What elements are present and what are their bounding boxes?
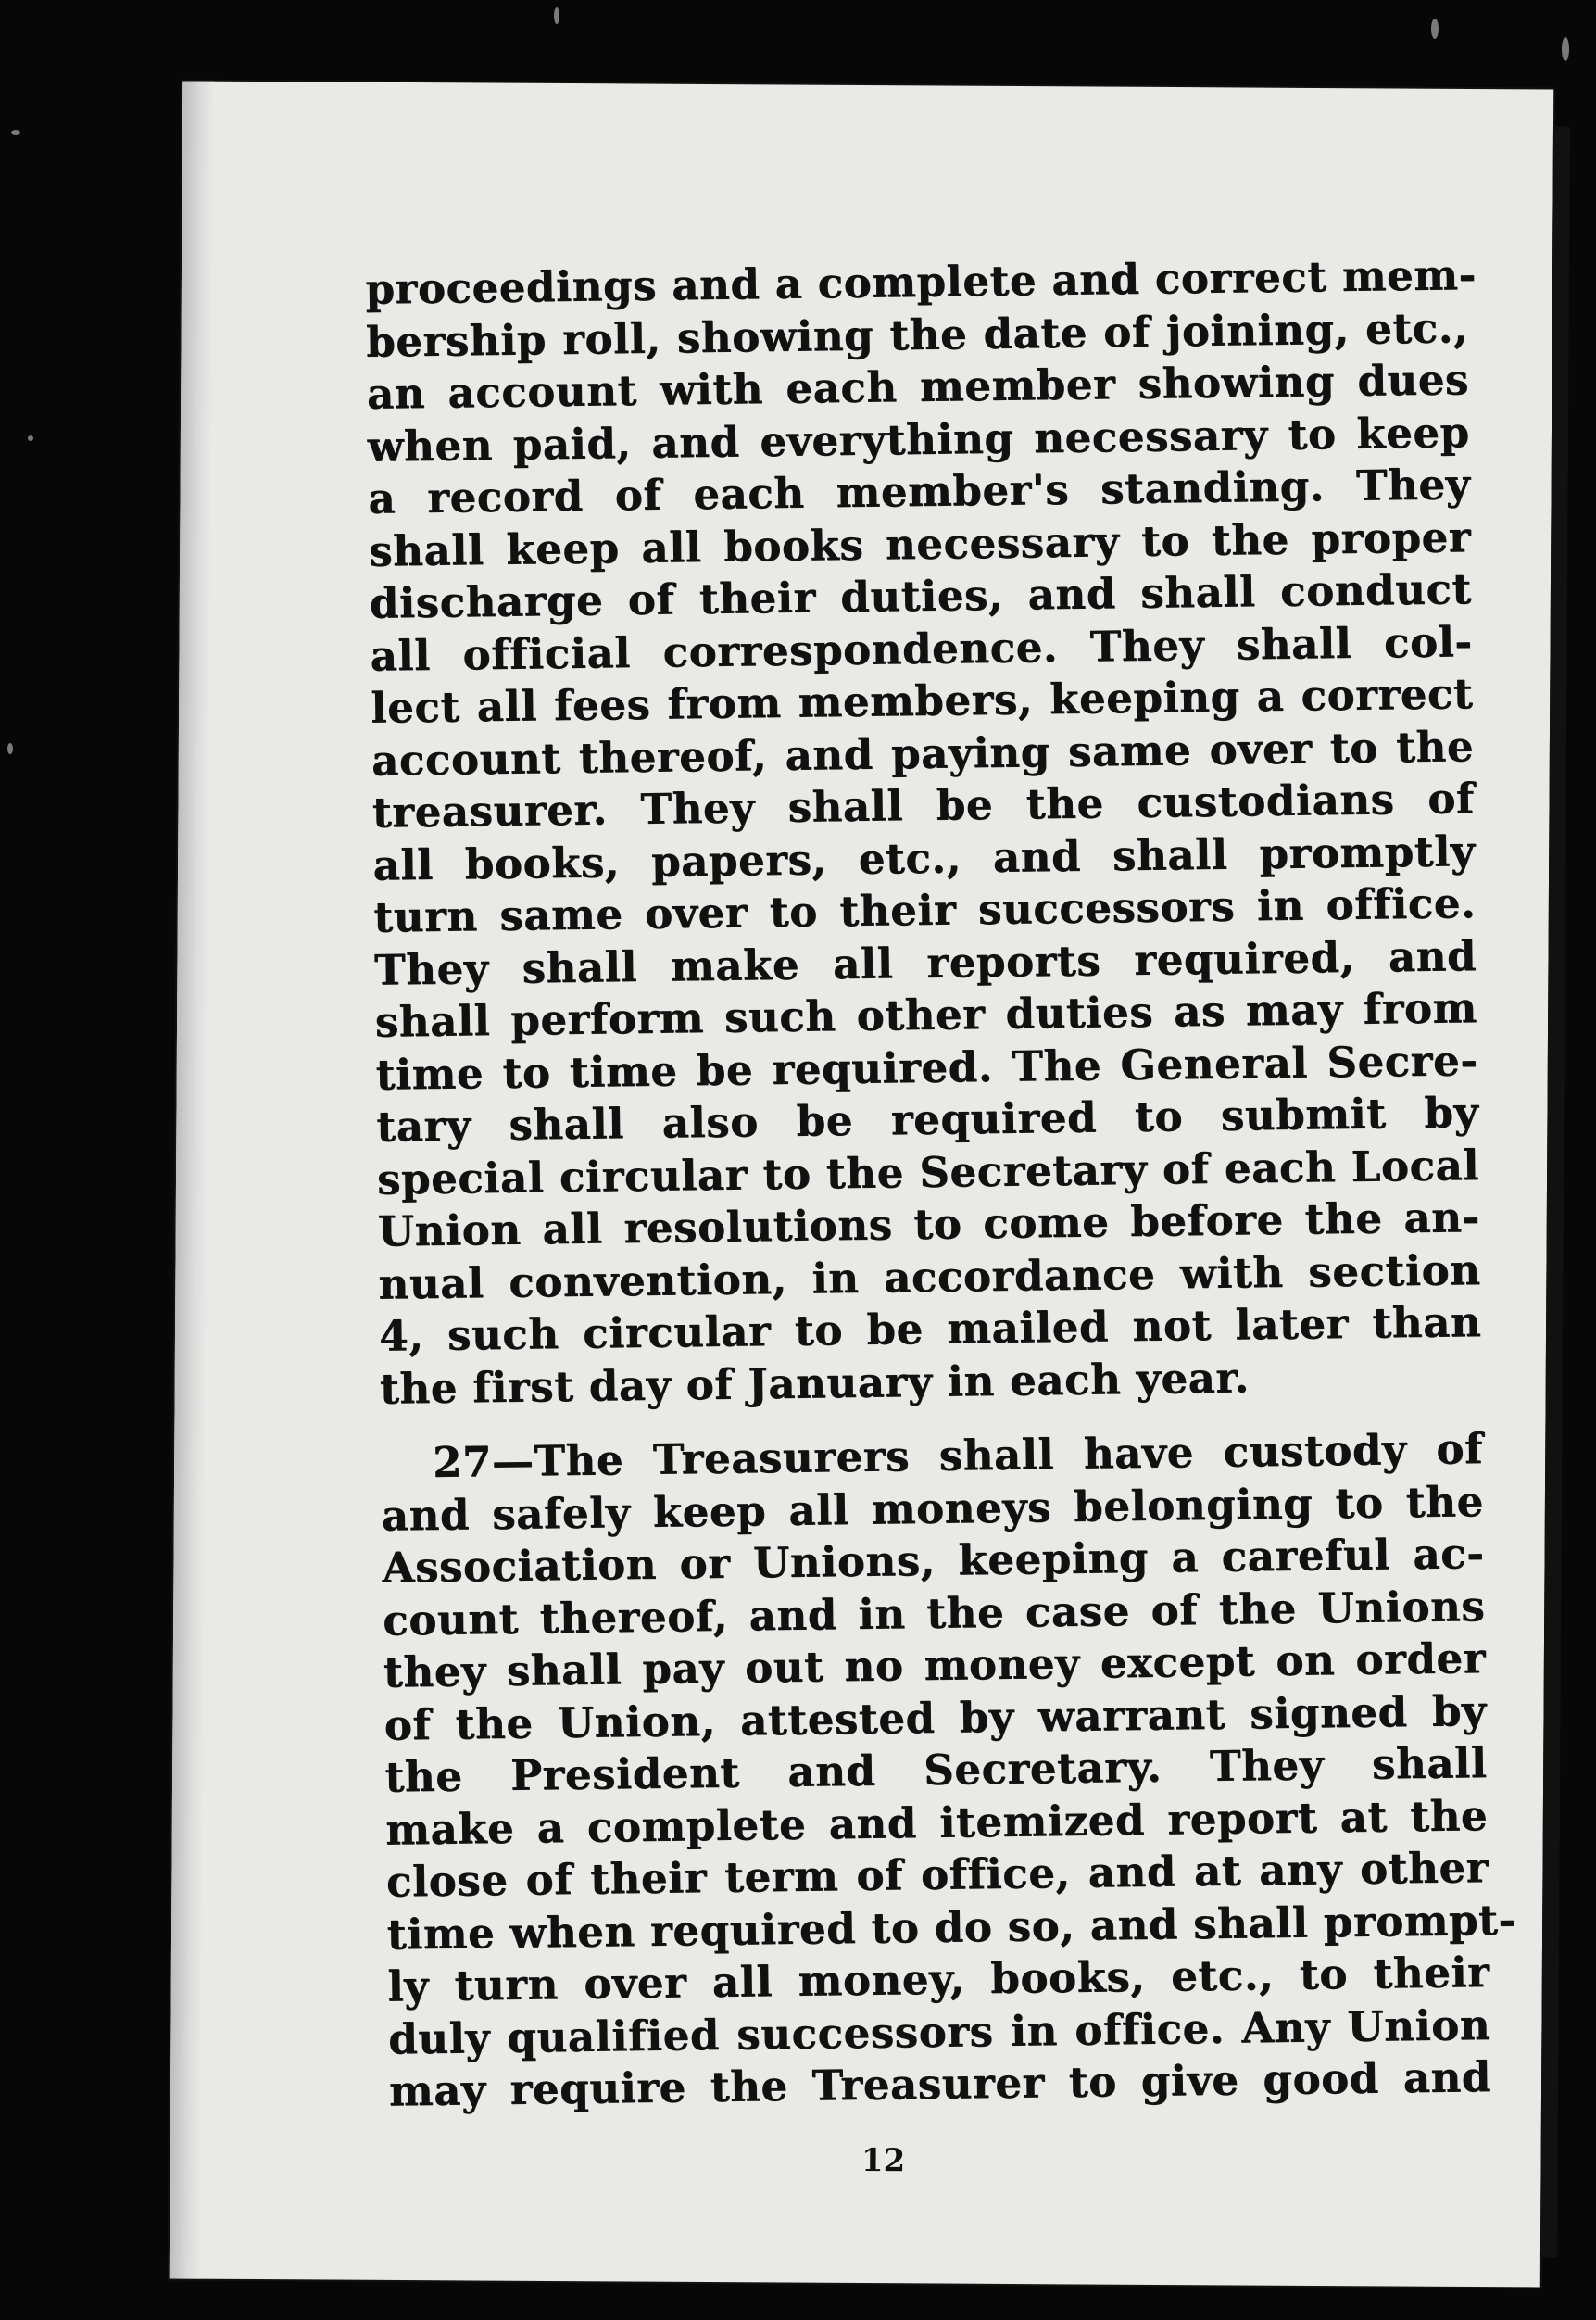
text-line: may require the Treasurer to give good and xyxy=(388,2051,1492,2116)
text-line: turn same over to their successors in office. xyxy=(372,878,1477,942)
text-line: they shall pay out no money except on order xyxy=(383,1633,1487,1697)
text-line: shall perform such other duties as may from xyxy=(374,983,1478,1047)
dust-speck xyxy=(11,130,20,135)
text-line: time to time be required. The General Secre- xyxy=(375,1035,1478,1100)
dust-speck xyxy=(1431,19,1439,39)
text-line: lect all fees from members, keeping a correct xyxy=(370,669,1474,733)
text-line: all official correspondence. They shall col- xyxy=(370,616,1473,681)
body-text xyxy=(365,249,1516,2118)
text-line: and safely keep all moneys belonging to the xyxy=(381,1476,1484,1541)
paragraph-1 xyxy=(365,249,1482,1415)
text-line: shall keep all books necessary to the proper xyxy=(368,511,1472,576)
text-line: bership roll, showing the date of joining, etc., xyxy=(365,302,1469,367)
text-line: 4, such circular to be mailed not later than xyxy=(378,1297,1482,1361)
text-line: Association or Unions, keeping a careful ac- xyxy=(382,1529,1485,1593)
text-line: when paid, and everything necessary to keep xyxy=(367,407,1470,472)
paragraph-2-section-27 xyxy=(381,1423,1516,2118)
text-line: an account with each member showing dues xyxy=(366,355,1470,419)
text-line: treasurer. They shall be the custodians of xyxy=(371,774,1476,838)
page-right-shadow xyxy=(1540,127,1570,2258)
text-line: time when required to do so, and shall prompt- xyxy=(386,1895,1516,1960)
dust-speck xyxy=(1562,37,1569,61)
text-line: count thereof, and in the case of the Unions xyxy=(382,1581,1486,1645)
text-line: special circular to the Secretary of each Local xyxy=(376,1140,1480,1204)
text-line: make a complete and itemized report at the xyxy=(384,1790,1489,1855)
text-line: ly turn over all money, books, etc., to their xyxy=(387,1947,1490,2011)
text-line: a record of each member's standing. They xyxy=(368,460,1471,523)
text-line: the first day of January in each year. xyxy=(379,1352,1250,1414)
text-line: of the Union, attested by warrant signed by xyxy=(383,1685,1487,1750)
book-page xyxy=(170,82,1553,2288)
text-line: duly qualified successors in office. Any Union xyxy=(387,1999,1491,2064)
text-line: 27—The Treasurers shall have custody of xyxy=(432,1424,1484,1487)
text-line: Union all resolutions to come before the an- xyxy=(377,1192,1480,1256)
text-line: all books, papers, etc., and shall promptly xyxy=(372,826,1476,890)
text-line: proceedings and a complete and correct mem- xyxy=(365,250,1477,314)
page-number: 12 xyxy=(861,2142,906,2180)
text-line: close of their term of office, and at any other xyxy=(385,1842,1489,1907)
dust-speck xyxy=(28,435,33,441)
dust-speck xyxy=(7,743,13,754)
text-line: tary shall also be required to submit by xyxy=(375,1088,1479,1152)
text-line: account thereof, and paying same over to the xyxy=(371,721,1475,786)
text-line: They shall make all reports required, and xyxy=(373,930,1477,995)
text-line: discharge of their duties, and shall conduct xyxy=(369,564,1473,628)
page-gutter-edge xyxy=(170,82,214,2279)
text-line: nual convention, in accordance with section xyxy=(378,1244,1481,1309)
dust-speck xyxy=(554,7,559,24)
text-line: the President and Secretary. They shall xyxy=(384,1737,1488,1802)
